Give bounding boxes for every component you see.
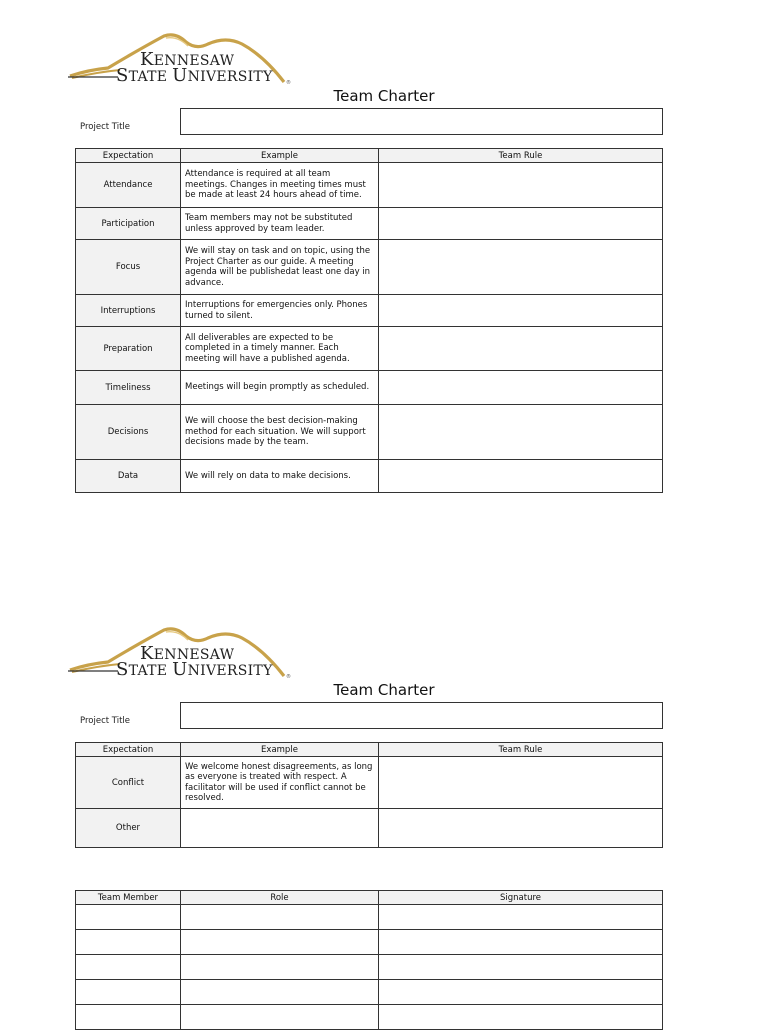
table-row bbox=[76, 295, 663, 327]
example-cell: Meetings will begin promptly as scheduled. bbox=[181, 371, 379, 405]
project-title-label: Project Title bbox=[80, 122, 130, 132]
table-row bbox=[76, 1005, 663, 1030]
logo-kennesaw-text: KENNESAW bbox=[140, 49, 235, 70]
team-rule-cell[interactable] bbox=[379, 757, 663, 809]
table-row bbox=[76, 809, 663, 848]
header-team-rule: Team Rule bbox=[379, 149, 663, 163]
example-cell: All deliverables are expected to be completed in a timely manner. Each meeting will have a published agenda. bbox=[181, 327, 379, 371]
expectation-cell: Data bbox=[76, 460, 181, 493]
member-role-cell[interactable] bbox=[181, 1005, 379, 1030]
example-cell: Attendance is required at all team meetings. Changes in meeting times must be made at least 24 hours ahead of time. bbox=[181, 163, 379, 208]
expectation-cell: Conflict bbox=[76, 757, 181, 809]
expectation-cell: Decisions bbox=[76, 405, 181, 460]
header-team-rule: Team Rule bbox=[379, 743, 663, 757]
project-title-field[interactable] bbox=[180, 702, 663, 729]
expectation-cell: Attendance bbox=[76, 163, 181, 208]
ksu-logo bbox=[68, 624, 292, 686]
table-row bbox=[76, 163, 663, 208]
expectation-cell: Focus bbox=[76, 240, 181, 295]
charter-page-2 bbox=[0, 594, 768, 1024]
project-title-label: Project Title bbox=[80, 716, 130, 726]
table-row bbox=[76, 327, 663, 371]
header-role: Role bbox=[181, 891, 379, 905]
expectation-cell: Other bbox=[76, 809, 181, 848]
expectations-table bbox=[75, 148, 663, 493]
table-header-row bbox=[76, 891, 663, 905]
team-rule-cell[interactable] bbox=[379, 809, 663, 848]
expectation-cell: Interruptions bbox=[76, 295, 181, 327]
team-rule-cell[interactable] bbox=[379, 240, 663, 295]
ksu-logo bbox=[68, 30, 292, 92]
registered-mark: ® bbox=[286, 674, 291, 680]
header-signature: Signature bbox=[379, 891, 663, 905]
table-row bbox=[76, 905, 663, 930]
example-cell: We will choose the best decision-making method for each situation. We will support decisions made by the team. bbox=[181, 405, 379, 460]
logo-state-university-text: STATE UNIVERSITY bbox=[116, 659, 273, 680]
header-example: Example bbox=[181, 149, 379, 163]
table-row bbox=[76, 930, 663, 955]
example-cell bbox=[181, 809, 379, 848]
project-title-field[interactable] bbox=[180, 108, 663, 135]
header-expectation: Expectation bbox=[76, 149, 181, 163]
registered-mark: ® bbox=[286, 80, 291, 86]
team-members-table bbox=[75, 890, 663, 1030]
member-name-cell[interactable] bbox=[76, 980, 181, 1005]
team-rule-cell[interactable] bbox=[379, 371, 663, 405]
table-row bbox=[76, 955, 663, 980]
member-signature-cell[interactable] bbox=[379, 905, 663, 930]
header-example: Example bbox=[181, 743, 379, 757]
member-name-cell[interactable] bbox=[76, 930, 181, 955]
table-row bbox=[76, 757, 663, 809]
table-row bbox=[76, 371, 663, 405]
table-header-row bbox=[76, 743, 663, 757]
expectations-table bbox=[75, 742, 663, 848]
example-cell: Interruptions for emergencies only. Phones turned to silent. bbox=[181, 295, 379, 327]
member-name-cell[interactable] bbox=[76, 905, 181, 930]
team-rule-cell[interactable] bbox=[379, 163, 663, 208]
member-role-cell[interactable] bbox=[181, 955, 379, 980]
team-rule-cell[interactable] bbox=[379, 327, 663, 371]
page-title: Team Charter bbox=[333, 87, 435, 105]
table-row bbox=[76, 460, 663, 493]
expectation-cell: Participation bbox=[76, 208, 181, 240]
expectation-cell: Preparation bbox=[76, 327, 181, 371]
member-signature-cell[interactable] bbox=[379, 930, 663, 955]
table-row bbox=[76, 240, 663, 295]
logo-kennesaw-text: KENNESAW bbox=[140, 643, 235, 664]
member-signature-cell[interactable] bbox=[379, 1005, 663, 1030]
expectation-cell: Timeliness bbox=[76, 371, 181, 405]
member-role-cell[interactable] bbox=[181, 905, 379, 930]
team-rule-cell[interactable] bbox=[379, 208, 663, 240]
table-row bbox=[76, 405, 663, 460]
table-header-row bbox=[76, 149, 663, 163]
member-name-cell[interactable] bbox=[76, 1005, 181, 1030]
member-signature-cell[interactable] bbox=[379, 955, 663, 980]
example-cell: We will stay on task and on topic, using the Project Charter as our guide. A meeting agenda will be publishedat least one day in advance. bbox=[181, 240, 379, 295]
logo-state-university-text: STATE UNIVERSITY bbox=[116, 65, 273, 86]
table-row bbox=[76, 980, 663, 1005]
charter-page-1 bbox=[0, 0, 768, 500]
member-name-cell[interactable] bbox=[76, 955, 181, 980]
member-role-cell[interactable] bbox=[181, 930, 379, 955]
page-title: Team Charter bbox=[333, 681, 435, 699]
team-rule-cell[interactable] bbox=[379, 460, 663, 493]
header-team-member: Team Member bbox=[76, 891, 181, 905]
team-rule-cell[interactable] bbox=[379, 405, 663, 460]
example-cell: We welcome honest disagreements, as long as everyone is treated with respect. A facilitator will be used if conflict cannot be resolved. bbox=[181, 757, 379, 809]
example-cell: Team members may not be substituted unless approved by team leader. bbox=[181, 208, 379, 240]
table-row bbox=[76, 208, 663, 240]
example-cell: We will rely on data to make decisions. bbox=[181, 460, 379, 493]
team-rule-cell[interactable] bbox=[379, 295, 663, 327]
header-expectation: Expectation bbox=[76, 743, 181, 757]
member-signature-cell[interactable] bbox=[379, 980, 663, 1005]
member-role-cell[interactable] bbox=[181, 980, 379, 1005]
